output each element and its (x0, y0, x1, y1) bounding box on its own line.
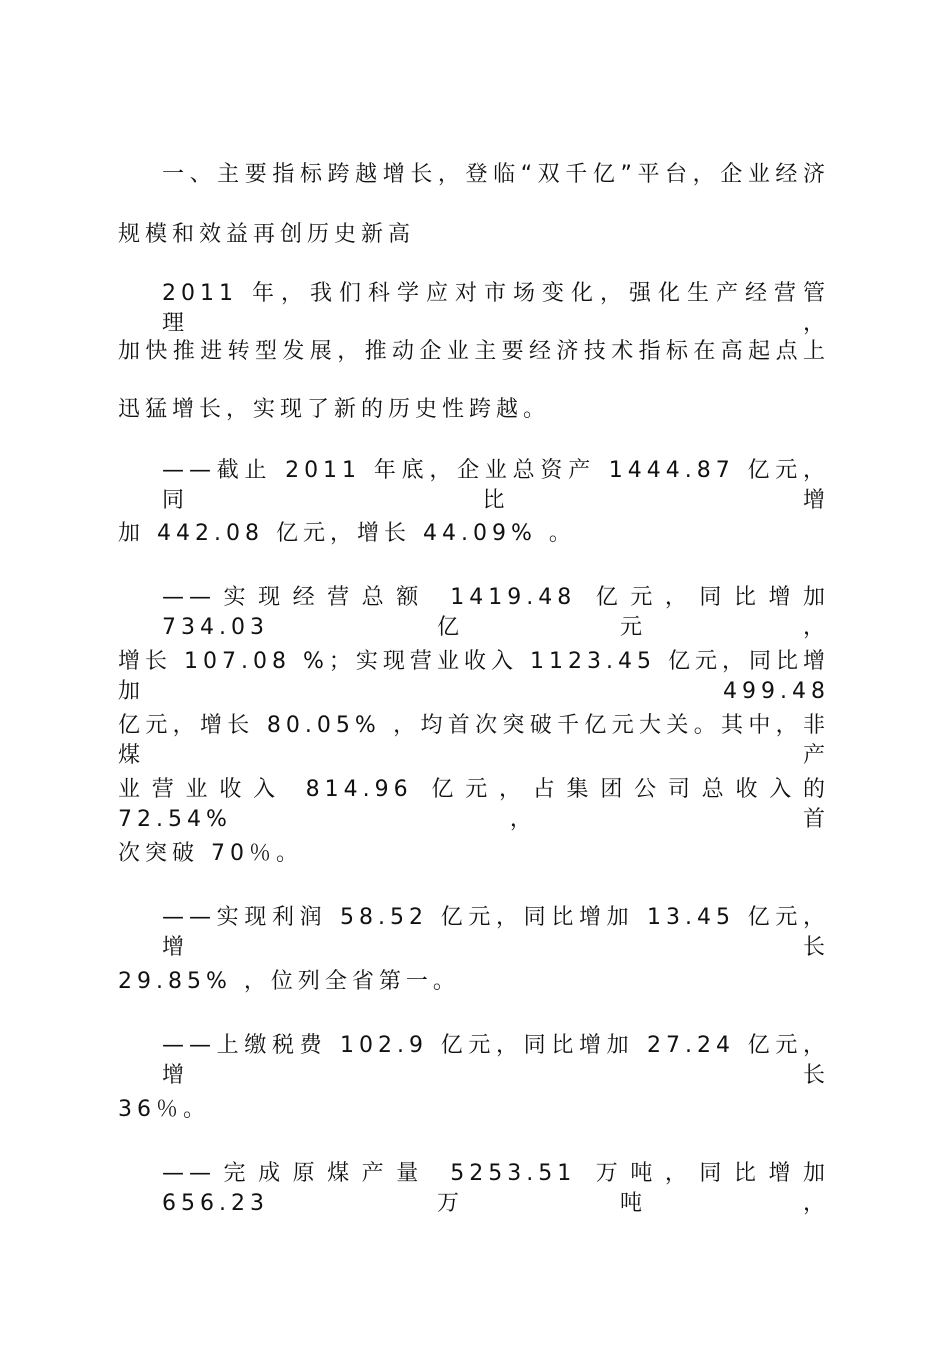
paragraph-line: 29.85% ，位列全省第一。 (118, 969, 460, 994)
heading-line-1: 一、主要指标跨越增长，登临“双千亿”平台，企业经济 (162, 162, 830, 187)
paragraph-line: 迅猛增长，实现了新的历史性跨越。 (118, 397, 551, 422)
paragraph-line: 加快推进转型发展，推动企业主要经济技术指标在高起点上 (118, 339, 830, 364)
paragraph-line: 次突破 70％。 (118, 841, 303, 866)
paragraph-line: 增长 107.08 %；实现营业收入 1123.45 亿元，同比增加 499.48 (118, 649, 830, 704)
paragraph-line: 亿元，增长 80.05% ，均首次突破千亿元大关。其中，非煤产 (118, 713, 830, 768)
paragraph-line: ——截止 2011 年底，企业总资产 1444.87 亿元，同比增 (162, 458, 831, 513)
paragraph-line: ——实现利润 58.52 亿元，同比增加 13.45 亿元，增长 (162, 905, 830, 960)
paragraph-line: 业营业收入 814.96 亿元，占集团公司总收入的 72.54% ，首 (118, 777, 830, 832)
paragraph-line: ——上缴税费 102.9 亿元，同比增加 27.24 亿元，增长 (162, 1033, 830, 1088)
paragraph-line: 加 442.08 亿元，增长 44.09% 。 (118, 521, 576, 546)
heading-line-2: 规模和效益再创历史新高 (118, 222, 416, 247)
paragraph-line: 2011 年，我们科学应对市场变化，强化生产经营管理， (162, 281, 830, 336)
paragraph-line: 36％。 (118, 1097, 210, 1122)
paragraph-line: ——完成原煤产量 5253.51 万吨，同比增加 656.23 万吨， (162, 1161, 830, 1216)
paragraph-line: ——实现经营总额 1419.48 亿元，同比增加 734.03 亿元， (162, 585, 830, 640)
